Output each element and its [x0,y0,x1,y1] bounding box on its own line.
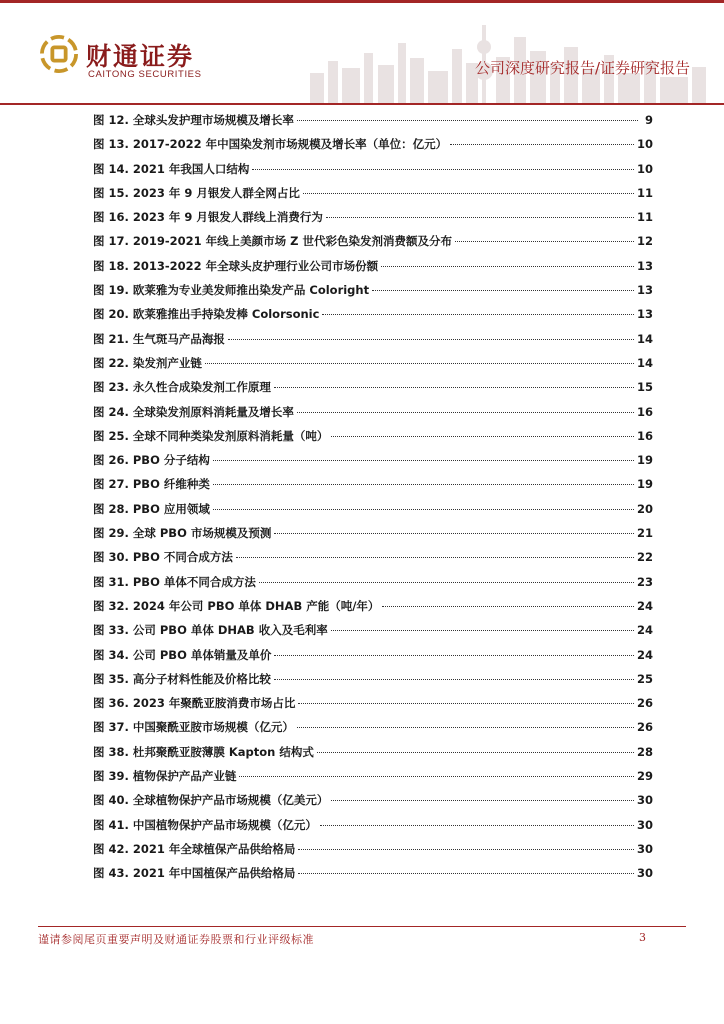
toc-entry[interactable] [93,278,653,302]
toc-entry[interactable] [93,302,653,326]
toc-entry-title: 图 30. PBO 不同合成方法 [93,550,233,565]
page-number: 3 [639,931,646,944]
toc-entry-title: 图 33. 公司 PBO 单体 DHAB 收入及毛利率 [93,623,328,638]
toc-entry-page: 30 [636,793,653,808]
toc-entry-title: 图 12. 全球头发护理市场规模及增长率 [93,113,294,127]
toc-entry[interactable] [93,594,653,618]
dot-leader [298,702,634,704]
toc-entry-page: 22 [636,550,653,565]
dot-leader [297,119,638,121]
toc-entry[interactable] [93,400,653,424]
toc-entry-title: 图 43. 2021 年中国植保产品供给格局 [93,866,296,881]
toc-entry-title: 图 16. 2023 年 9 月银发人群线上消费行为 [93,210,323,225]
toc-entry-title: 图 41. 中国植物保护产品市场规模（亿元） [93,817,317,832]
toc-entry[interactable] [93,788,653,812]
toc-entry-page: 11 [636,185,653,200]
dot-leader [317,751,634,753]
toc-entry-page: 10 [636,161,653,176]
toc-entry-page: 26 [636,720,653,735]
toc-entry[interactable] [93,448,653,472]
toc-entry[interactable] [93,618,653,642]
company-logo-english: CAITONG SECURITIES [88,69,202,80]
toc-entry-page: 14 [636,331,653,346]
toc-entry[interactable] [93,351,653,375]
toc-entry-title: 图 20. 欧莱雅推出手持染发棒 Colorsonic [93,307,320,322]
toc-entry-page: 13 [636,283,653,298]
header-divider [0,103,724,105]
toc-entry[interactable] [93,667,653,691]
page-header [0,3,724,103]
toc-entry[interactable] [93,205,653,229]
toc-entry-title: 图 42. 2021 年全球植保产品供给格局 [93,841,296,856]
toc-entry-page: 26 [636,696,653,711]
toc-entry-page: 24 [636,623,653,638]
dot-leader [213,483,634,485]
toc-entry-page: 13 [636,258,653,273]
toc-entry-page: 20 [636,501,653,516]
toc-entry-title: 图 37. 中国聚酰亚胺市场规模（亿元） [93,720,294,735]
toc-entry-title: 图 32. 2024 年公司 PBO 单体 DHAB 产能（吨/年） [93,598,380,613]
toc-entry[interactable] [93,545,653,569]
toc-entry-title: 图 29. 全球 PBO 市场规模及预测 [93,526,272,541]
toc-entry-page: 12 [636,234,653,249]
toc-entry[interactable] [93,740,653,764]
toc-entry-page: 10 [636,137,653,152]
toc-entry-title: 图 26. PBO 分子结构 [93,453,210,468]
dot-leader [303,192,634,194]
toc-entry[interactable] [93,229,653,253]
toc-entry-page: 28 [636,744,653,759]
toc-entry[interactable] [93,497,653,521]
toc-entry-title: 图 34. 公司 PBO 单体销量及单价 [93,647,272,662]
toc-entry-page: 30 [636,817,653,832]
footer-divider [38,926,686,927]
dot-leader [213,508,634,510]
dot-leader [381,265,634,267]
toc-entry-title: 图 21. 生气斑马产品海报 [93,331,225,346]
toc-entry-title: 图 39. 植物保护产品产业链 [93,769,237,784]
toc-entry[interactable] [93,157,653,181]
dot-leader [455,240,634,242]
toc-entry-title: 图 17. 2019-2021 年线上美颜市场 Z 世代彩色染发剂消费额及分布 [93,234,453,249]
dot-leader [326,216,634,218]
dot-leader [382,605,634,607]
dot-leader [298,848,634,850]
toc-entry[interactable] [93,715,653,739]
toc-entry-title: 图 18. 2013-2022 年全球头皮护理行业公司市场份额 [93,258,379,273]
toc-entry[interactable] [93,570,653,594]
toc-entry-page: 23 [636,574,653,589]
toc-entry-title: 图 19. 欧莱雅为专业美发师推出染发产品 Coloright [93,283,370,298]
dot-leader [297,726,634,728]
dot-leader [236,556,634,558]
dot-leader [331,799,634,801]
toc-entry-title: 图 31. PBO 单体不同合成方法 [93,574,256,589]
toc-entry-page: 24 [636,598,653,613]
dot-leader [274,386,634,388]
caitong-logo-icon [40,35,78,73]
toc-entry[interactable] [93,764,653,788]
dot-leader [228,338,634,340]
toc-entry[interactable] [93,861,653,885]
dot-leader [205,362,634,364]
company-logo-text: 财通证券 [86,42,195,71]
dot-leader [320,824,634,826]
dot-leader [372,289,634,291]
toc-entry[interactable] [93,643,653,667]
toc-entry-page: 9 [644,113,653,127]
toc-entry-page: 19 [636,453,653,468]
toc-entry[interactable] [93,108,653,132]
footer-disclaimer: 谨请参阅尾页重要声明及财通证券股票和行业评级标准 [38,933,314,946]
toc-entry-page: 13 [636,307,653,322]
dot-leader [274,678,634,680]
toc-entry-title: 图 28. PBO 应用领域 [93,501,210,516]
toc-entry-page: 16 [636,428,653,443]
dot-leader [252,168,634,170]
toc-entry-page: 21 [636,526,653,541]
dot-leader [274,532,634,534]
toc-entry-page: 24 [636,647,653,662]
dot-leader [239,775,634,777]
toc-entry-page: 19 [636,477,653,492]
toc-entry-page: 30 [636,866,653,881]
toc-entry[interactable] [93,837,653,861]
toc-entry[interactable] [93,254,653,278]
dot-leader [297,411,634,413]
toc-entry-page: 11 [636,210,653,225]
report-type-label: 公司深度研究报告/证券研究报告 [474,59,690,77]
toc-entry-page: 15 [636,380,653,395]
toc-entry-page: 25 [636,671,653,686]
toc-entry[interactable] [93,472,653,496]
dot-leader [298,872,634,874]
toc-entry[interactable] [93,375,653,399]
toc-entry-title: 图 24. 全球染发剂原料消耗量及增长率 [93,404,294,419]
toc-entry[interactable] [93,813,653,837]
toc-entry[interactable] [93,521,653,545]
dot-leader [274,654,634,656]
toc-entry-page: 14 [636,355,653,370]
toc-entry-title: 图 38. 杜邦聚酰亚胺薄膜 Kapton 结构式 [93,744,314,759]
dot-leader [331,629,634,631]
dot-leader [213,459,634,461]
toc-entry-title: 图 35. 高分子材料性能及价格比较 [93,671,271,686]
toc-entry[interactable] [93,424,653,448]
toc-entry[interactable] [93,691,653,715]
toc-entry[interactable] [93,181,653,205]
toc-entry-title: 图 40. 全球植物保护产品市场规模（亿美元） [93,793,329,808]
toc-entry-page: 30 [636,841,653,856]
toc-entry-title: 图 13. 2017-2022 年中国染发剂市场规模及增长率（单位：亿元） [93,137,448,152]
figure-index-list [93,108,653,886]
toc-entry-title: 图 36. 2023 年聚酰亚胺消费市场占比 [93,696,296,711]
toc-entry-title: 图 25. 全球不同种类染发剂原料消耗量（吨） [93,428,329,443]
toc-entry-title: 图 15. 2023 年 9 月银发人群全网占比 [93,185,300,200]
toc-entry-page: 16 [636,404,653,419]
dot-leader [450,143,634,145]
toc-entry-page: 29 [636,769,653,784]
dot-leader [322,313,634,315]
toc-entry[interactable] [93,132,653,156]
toc-entry-title: 图 14. 2021 年我国人口结构 [93,161,250,176]
toc-entry-title: 图 23. 永久性合成染发剂工作原理 [93,380,271,395]
toc-entry[interactable] [93,327,653,351]
toc-entry-title: 图 22. 染发剂产业链 [93,355,202,370]
toc-entry-title: 图 27. PBO 纤维种类 [93,477,210,492]
dot-leader [331,435,634,437]
dot-leader [259,581,634,583]
